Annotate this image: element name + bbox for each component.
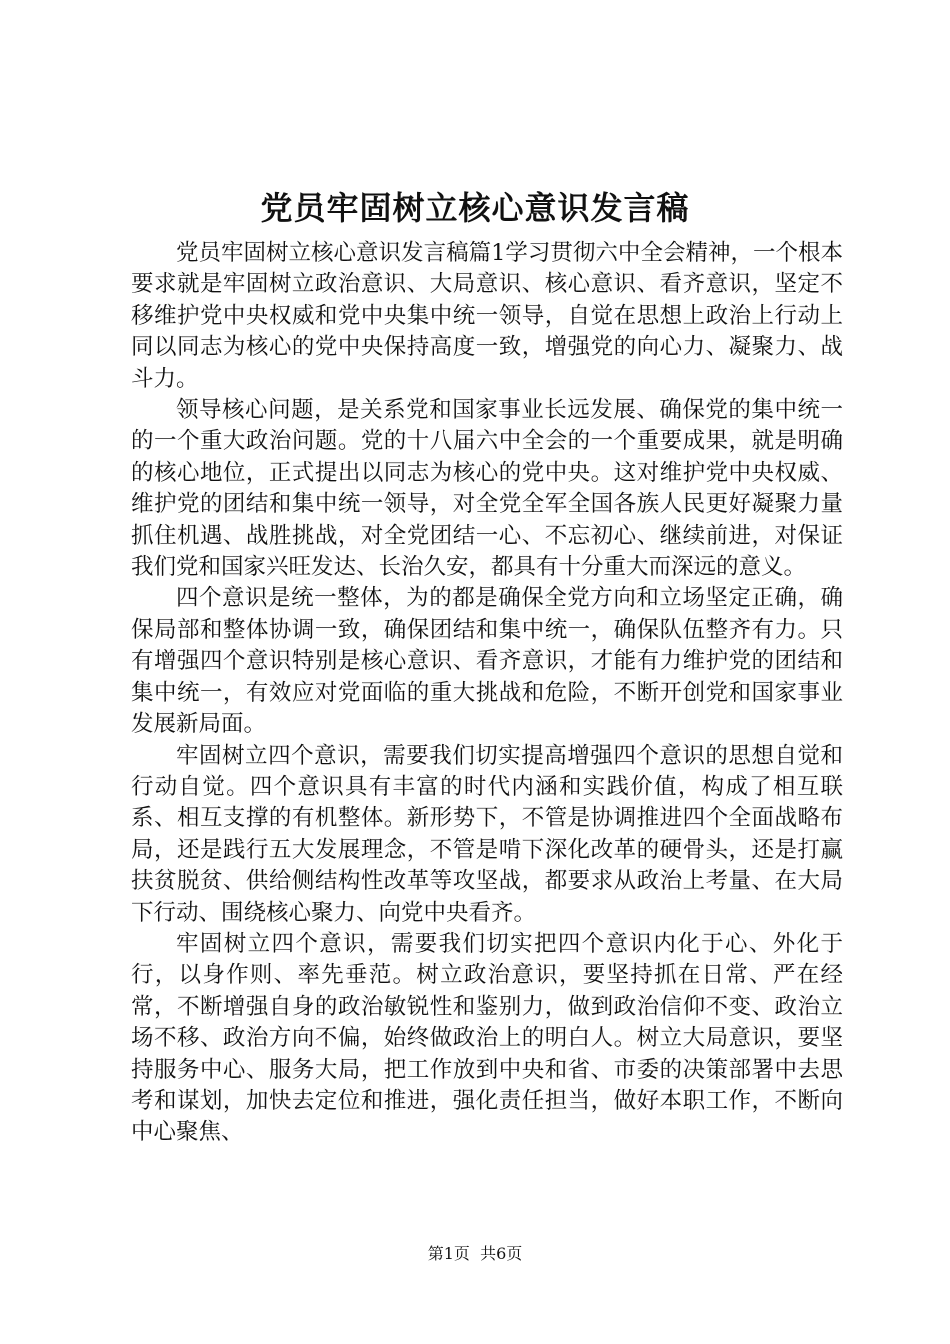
page-number: 第1页 (427, 1244, 470, 1263)
paragraph: 领导核心问题，是关系党和国家事业长远发展、确保党的集中统一的一个重大政治问题。党的十八届六中全会的一个重要成果，就是明确的核心地位，正式提出以同志为核心的党中央。这对维护党中央权威、维护党的团结和集中统一领导，对全党全军全国各族人民更好凝聚力量抓住机遇、战胜挑战，对全党团结一心、不忘初心、继续前进，对保证我们党和国家兴旺发达、长治久安，都具有十分重大而深远的意义。 (131, 397, 843, 581)
document-title: 党员牢固树立核心意识发言稿 (260, 189, 690, 227)
paragraph: 牢固树立四个意识，需要我们切实把四个意识内化于心、外化于行，以身作则、率先垂范。树立政治意识，要坚持抓在日常、严在经常，不断增强自身的政治敏锐性和鉴别力，做到政治信仰不变、政治立场不移、政治方向不偏，始终做政治上的明白人。树立大局意识，要坚持服务中心、服务大局，把工作放到中央和省、市委的决策部署中去思考和谋划，加快去定位和推进，强化责任担当，做好本职工作，不断向中心聚焦、 (131, 930, 843, 1146)
paragraph: 四个意识是统一整体，为的都是确保全党方向和立场坚定正确，确保局部和整体协调一致，确保团结和集中统一，确保队伍整齐有力。只有增强四个意识特别是核心意识、看齐意识，才能有力维护党的团结和集中统一，有效应对党面临的重大挑战和危险，不断开创党和国家事业发展新局面。 (131, 585, 843, 738)
page-total: 共6页 (480, 1244, 523, 1263)
footer-spacer (470, 1244, 480, 1263)
document-body (131, 238, 843, 1149)
page-footer (0, 1243, 950, 1265)
paragraph: 党员牢固树立核心意识发言稿篇1学习贯彻六中全会精神，一个根本要求就是牢固树立政治意识、大局意识、核心意识、看齐意识，坚定不移维护党中央权威和党中央集中统一领导，自觉在思想上政治上行动上同以同志为核心的党中央保持高度一致，增强党的向心力、凝聚力、战斗力。 (131, 240, 843, 392)
paragraph: 牢固树立四个意识，需要我们切实提高增强四个意识的思想自觉和行动自觉。四个意识具有丰富的时代内涵和实践价值，构成了相互联系、相互支撑的有机整体。新形势下，不管是协调推进四个全面战略布局，还是践行五大发展理念，不管是啃下深化改革的硬骨头，还是打赢扶贫脱贫、供给侧结构性改革等攻坚战，都要求从政治上考量、在大局下行动、围绕核心聚力、向党中央看齐。 (131, 742, 843, 926)
